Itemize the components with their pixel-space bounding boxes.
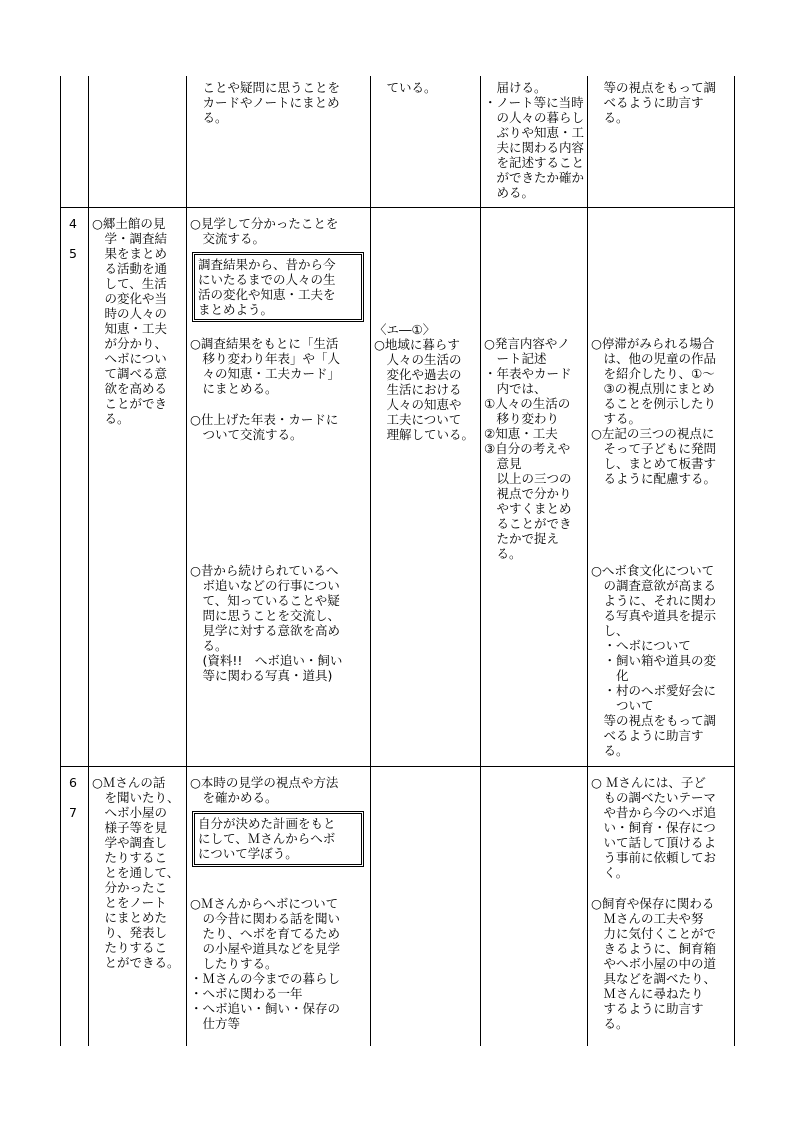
hour-5: 5: [69, 246, 77, 261]
goal-4-5: ○郷土館の見 学・調査結 果をまとめ る活動を通 して、生活 の変化や当 時の人々の 知恵・工夫 が分かり、 へボについ て調べる意 欲を高める ことができ る。: [92, 216, 168, 426]
activity-4-5-event: ○昔から続けられているへ ボ追いなどの行事につい て、知っていることや疑 問に思うことを交流し、 見学に対する意欲を高め る。 (資料!! へボ追い・飼い 等に関わる写真・道具): [190, 563, 343, 683]
cont-activity-text: ことや疑問に思うことを カードやノートにまとめ る。: [202, 80, 341, 125]
activity-6-7-listen: ○Ｍさんからへボについて の今昔に関わる話を聞い たり、へボを育てるため の小屋や道具などを見学 したりする。 ・Ｍさんの今までの暮らし ・へボに関わる一年 ・へボ追い・飼い・保存の 仕方等: [190, 896, 341, 1031]
row-divider-1: [60, 207, 735, 208]
grid-line-left: [60, 76, 61, 1046]
theme-box-4-5: 調査結果から、昔から今 にいたるまでの人々の生 活の変化や知恵・工夫を まとめよう。: [192, 252, 364, 322]
grid-line-activity: [370, 76, 371, 1046]
activity-4-5-share: ○仕上げた年表・カードに ついて交流する。: [190, 412, 339, 442]
grid-line-eval: [480, 76, 481, 1046]
hour-7: 7: [69, 805, 77, 820]
grid-line-right: [734, 76, 735, 1046]
activity-4-5-exchange: ○見学して分かったことを 交流する。: [190, 216, 339, 246]
eval-4-5: 〈エ―①〉 ○地域に暮らす 人々の生活の 変化や過去の 生活における 人々の知恵や 工夫について 理解している。: [374, 322, 475, 442]
goal-6-7: ○Ｍさんの話 を聞いたり、 へボ小屋の 様子等を見 学や調査し たりするこ とを通して、 分かったこ とをノート にまとめた り、発表し たりするこ とができる。: [92, 775, 180, 970]
grid-line-method: [587, 76, 588, 1046]
support-4-5-stall: ○停滞がみられる場合 は、他の児童の作品 を紹介したり、①～ ③の視点別にまとめ ることを例示したり する。 ○左記の三つの視点に そって子どもに発問 し、まとめて板書す るように配慮する。: [591, 336, 717, 486]
method-4-5: ○発言内容やノ ート記述 ・年表やカード 内では、 ①人々の生活の 移り変わり ②知恵・工夫 ③自分の考えや 意見 以上の三つの 視点で分かり やすくまとめ ることができ たかで捉え る。: [484, 336, 572, 561]
support-6-7-advice: ○飼育や保存に関わる Ｍさんの工夫や努 力に気付くことがで きるように、飼育箱 やへボ小屋の中の道 具などを調べたり、 Ｍさんに尋ねたり するように助言す る。: [591, 896, 717, 1031]
cont-eval-text: ている。: [374, 80, 437, 95]
hour-6: 6: [69, 775, 77, 790]
theme-box-6-7: 自分が決めた計画をもと にして、Ｍさんからへボ について学ぼう。: [192, 811, 364, 867]
grid-line-hours: [88, 76, 89, 1046]
cont-method-text: 届ける。 ・ノート等に当時 の人々の暮らし ぶりや知恵・工 夫に関わる内容 を記述すること ができたか確か める。: [484, 80, 585, 200]
support-4-5-food-culture: ○へボ食文化について の調査意欲が高まる ように、それに関わ る写真や道具を提示 し、 ・へボについて ・飼い箱や道具の変 化 ・村のへボ愛好会に ついて 等の視点をもって調 べるように助言す る。: [591, 563, 717, 758]
activity-6-7-confirm: ○本時の見学の視点や方法 を確かめる。: [190, 775, 339, 805]
cont-support-text: 等の視点をもって調 べるように助言す る。: [603, 80, 717, 125]
support-6-7-request: ○ Ｍさんには、子ど もの調べたいテーマ や昔から今のへボ追 い・飼育・保存につ いて話して頂けるよ う事前に依頼してお く。: [591, 775, 717, 880]
row-divider-2: [60, 766, 735, 767]
activity-4-5-summarize: ○調査結果をもとに「生活 移り変わり年表」や「人 々の知恵・工夫カード」 にまとめる。: [190, 336, 341, 396]
hour-4: 4: [69, 216, 77, 231]
grid-line-goal: [186, 76, 187, 1046]
